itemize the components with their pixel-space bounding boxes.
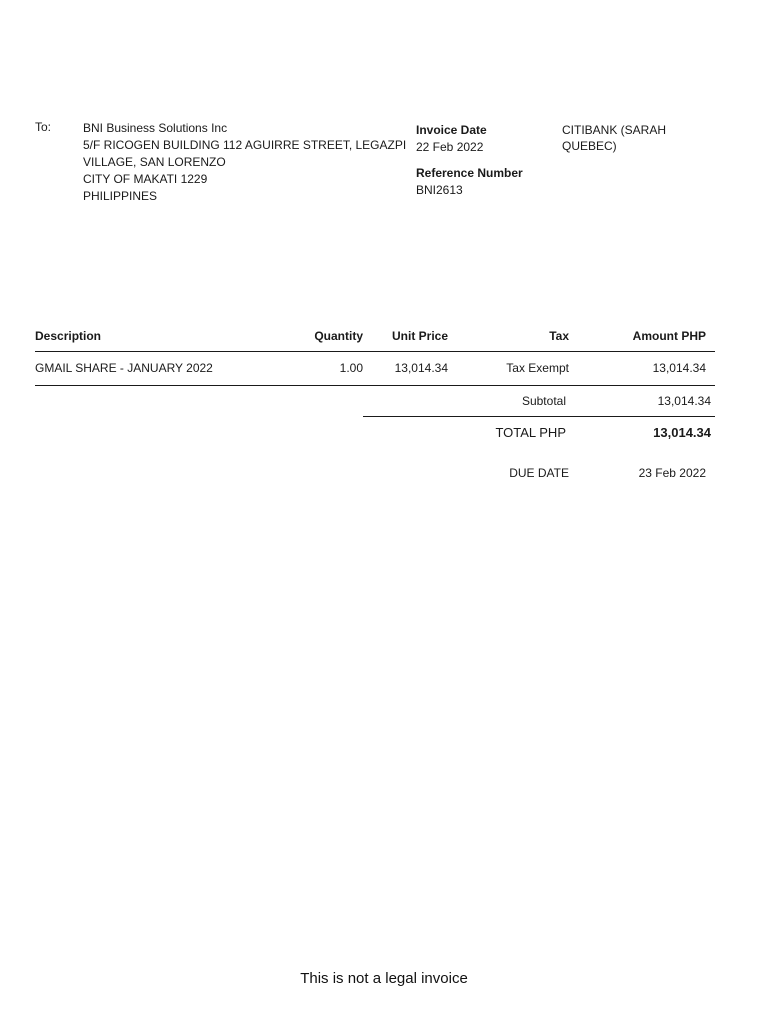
header-quantity: Quantity xyxy=(314,329,363,343)
recipient-address-line: PHILIPPINES xyxy=(83,189,158,203)
total-label: TOTAL PHP xyxy=(495,425,566,440)
row-quantity: 1.00 xyxy=(339,361,363,375)
row-amount: 13,014.34 xyxy=(652,361,706,375)
header-description: Description xyxy=(35,329,102,343)
reference-number-value: BNI2613 xyxy=(416,183,463,197)
subtotal-value: 13,014.34 xyxy=(657,394,711,408)
payee-line: CITIBANK (SARAH xyxy=(562,123,667,137)
invoice-date-value: 22 Feb 2022 xyxy=(416,140,484,154)
header-tax: Tax xyxy=(549,329,569,343)
row-unit-price: 13,014.34 xyxy=(394,361,448,375)
recipient-address-line: CITY OF MAKATI 1229 xyxy=(83,172,208,186)
subtotal-divider xyxy=(363,416,715,417)
payee-block xyxy=(562,122,666,154)
recipient-name: BNI Business Solutions Inc xyxy=(83,121,228,135)
due-date-label: DUE DATE xyxy=(509,466,569,480)
header-divider xyxy=(35,351,715,352)
due-date-value: 23 Feb 2022 xyxy=(638,466,706,480)
total-value: 13,014.34 xyxy=(653,425,711,440)
subtotal-label: Subtotal xyxy=(521,394,566,408)
header-amount: Amount PHP xyxy=(632,329,706,343)
header-unit-price: Unit Price xyxy=(391,329,448,343)
recipient-address-line: 5/F RICOGEN BUILDING 112 AGUIRRE STREET, LEGAZPI xyxy=(83,138,407,152)
payee-line: QUEBEC) xyxy=(562,139,617,153)
row-divider xyxy=(35,385,715,386)
to-label: To: xyxy=(35,120,52,134)
row-tax: Tax Exempt xyxy=(506,361,569,375)
recipient-block xyxy=(83,120,406,205)
invoice-date-label: Invoice Date xyxy=(416,123,487,137)
row-description: GMAIL SHARE - JANUARY 2022 xyxy=(35,361,213,375)
legal-disclaimer: This is not a legal invoice xyxy=(300,970,468,987)
recipient-address-line: VILLAGE, SAN LORENZO xyxy=(83,155,226,169)
reference-number-label: Reference Number xyxy=(416,166,523,180)
